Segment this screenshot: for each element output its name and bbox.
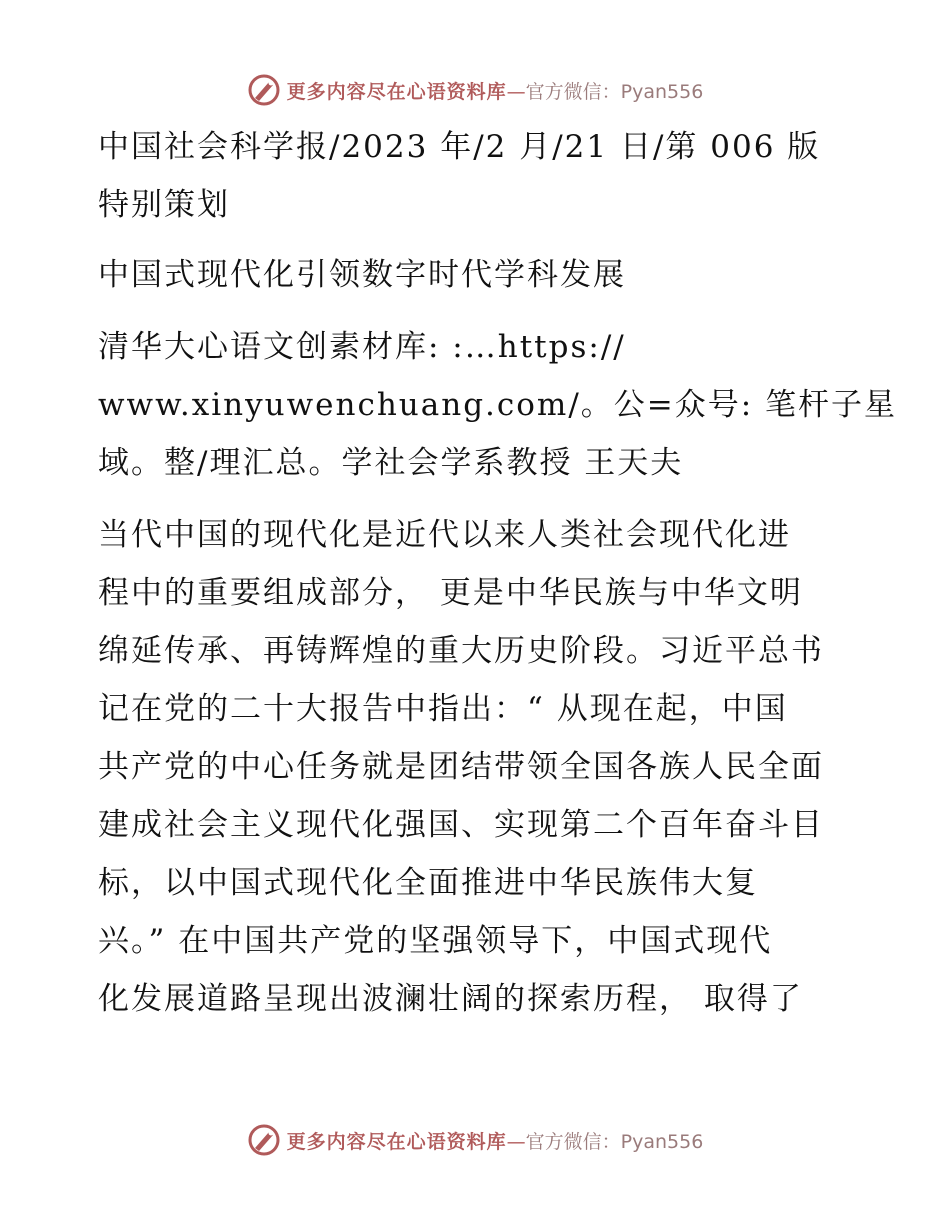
header-citation: 中国社会科学报/2023 年/2 月/21 日/第 006 版: [98, 129, 821, 165]
body-line: 标，以中国式现代化全面推进中华民族伟大复: [98, 865, 758, 901]
header-section: 特别策划: [98, 187, 230, 223]
pen-circle-logo-icon: [247, 73, 281, 107]
watermark-main-text: 更多内容尽在心语资料库: [286, 80, 507, 103]
body-line: 记在党的二十大报告中指出：“ 从现在起，中国: [98, 691, 788, 727]
watermark-header: [0, 70, 950, 110]
watermark-separator: —: [506, 1130, 526, 1153]
watermark-footer: [0, 1120, 950, 1160]
body-line: 程中的重要组成部分， 更是中华民族与中华文明: [98, 575, 803, 611]
body-line: 绵延传承、再铸辉煌的重大历史阶段。习近平总书: [98, 633, 824, 669]
watermark-separator: —: [506, 80, 526, 103]
byline-line: 域。整/理汇总。学社会学系教授 王天夫: [98, 445, 684, 481]
byline-line: www.xinyuwenchuang.com/。公=众号: 笔杆子星: [98, 387, 898, 423]
byline-line: 清华大心语文创素材库: :…https://: [98, 329, 626, 365]
article-title: 中国式现代化引领数字时代学科发展: [98, 257, 626, 293]
body-line: 兴。” 在中国共产党的坚强领导下，中国式现代: [98, 923, 773, 959]
watermark-text: [287, 77, 704, 104]
body-line: 化发展道路呈现出波澜壮阔的探索历程， 取得了: [98, 981, 803, 1017]
body-line: 当代中国的现代化是近代以来人类社会现代化进: [98, 517, 791, 553]
document-body: [98, 118, 898, 1028]
watermark-main-text: 更多内容尽在心语资料库: [286, 1130, 507, 1153]
body-line: 共产党的中心任务就是团结带领全国各族人民全面: [98, 749, 824, 785]
watermark-contact-text: 官方微信：Pyan556: [525, 80, 704, 103]
body-line: 建成社会主义现代化强国、实现第二个百年奋斗目: [98, 807, 824, 843]
pen-circle-logo-icon: [247, 1123, 281, 1157]
watermark-text: [287, 1127, 704, 1154]
watermark-contact-text: 官方微信：Pyan556: [525, 1130, 704, 1153]
